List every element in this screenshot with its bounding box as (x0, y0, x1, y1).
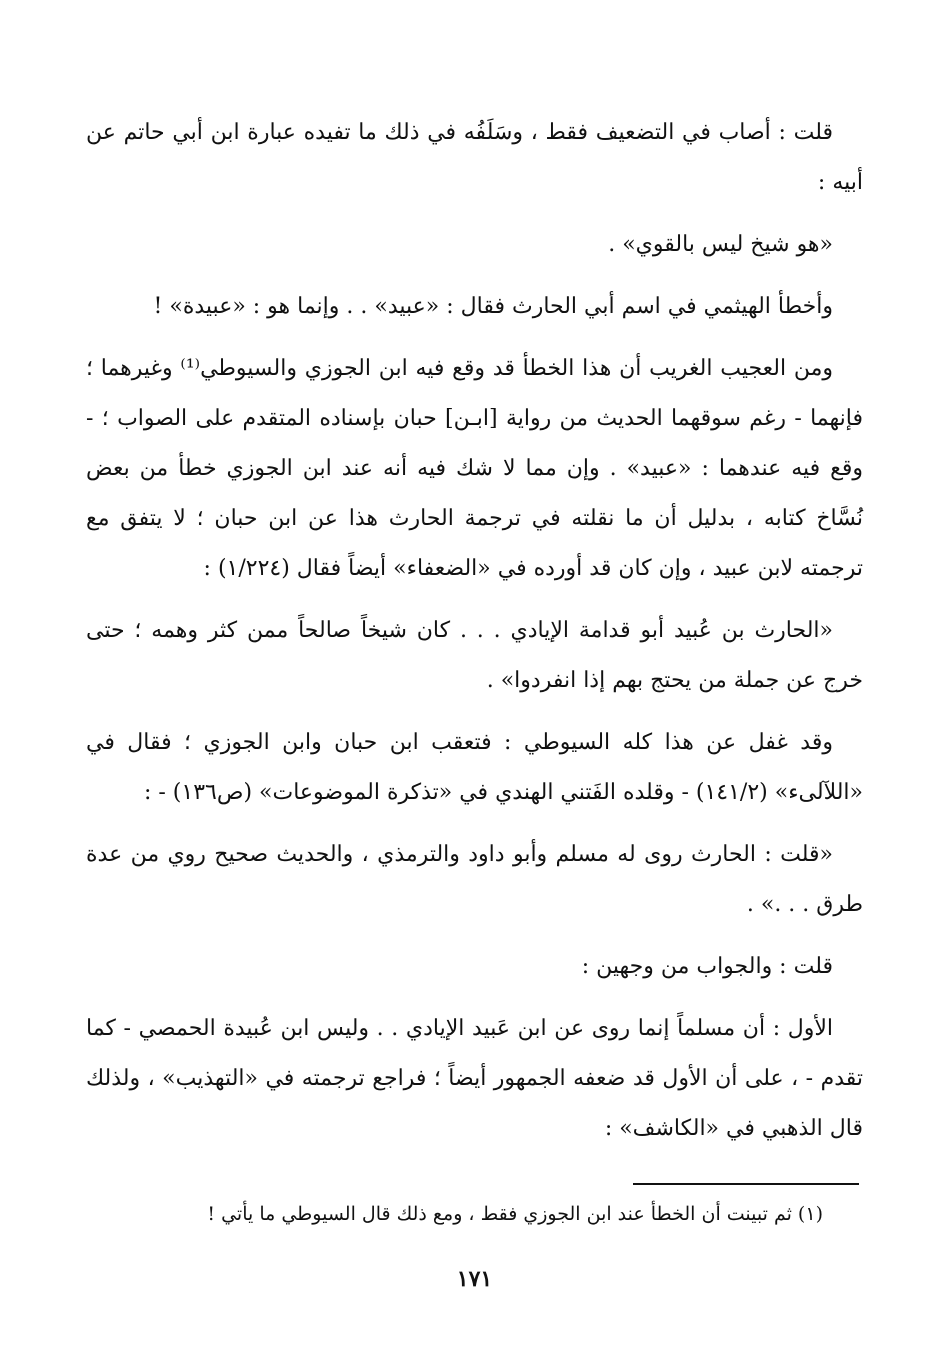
paragraph-7-quote: «قلت : الحارث روى له مسلم وأبو داود والترمذي ، والحديث صحيح روي من عدة طرق . . .» . (86, 842, 863, 917)
paragraph-5-quote: «الحارث بن عُبيد أبو قدامة الإيادي . . . كان شيخاً صالحاً ممن كثر وهمه ؛ حتى خرج عن جملة من يحتج بهم إذا انفردوا» . (86, 618, 863, 693)
page-number: ١٧١ (456, 1266, 493, 1292)
paragraph-8: قلت : والجواب من وجهين : (581, 954, 833, 979)
footnote-divider (633, 1183, 859, 1185)
paragraph-2-quote: «هو شيخ ليس بالقوي» . (608, 232, 833, 257)
paragraph-3: وأخطأ الهيثمي في اسم أبي الحارث فقال : «عبيد» . . وإنما هو : «عبيدة» ! (153, 294, 833, 319)
paragraph-6: وقد غفل عن هذا كله السيوطي : فتعقب ابن حبان وابن الجوزي ؛ فقال في «اللآلىء» (١٤١/٢) - وقلده الفَتني الهندي في «تذكرة الموضوعات» (ص١٣٦) - : (86, 730, 863, 805)
paragraph-4: ومن العجيب الغريب أن هذا الخطأ قد وقع فيه ابن الجوزي والسيوطي⁽¹⁾ وغيرهما ؛ فإنهما - رغم سوقهما الحديث من رواية [ابـن] حبان بإسناده المتقدم على الصواب ؛ - وقع فيه عندهما : «عبيد» . وإن مما لا شك فيه أنه عند ابن الجوزي خطأ من بعض نُسَّاخ كتابه ، بدليل أن ما نقلته في ترجمة الحارث هذا عن ابن حبان ؛ لا يتفق مع ترجمته لابن عبيد ، وإن كان قد أورده في «الضعفاء» أيضاً فقال (١/٢٢٤) : (86, 356, 863, 581)
paragraph-9: الأول : أن مسلماً إنما روى عن ابن عَبيد الإيادي . . وليس ابن عُبيدة الحمصي - كما تقدم - ، على أن الأول قد ضعفه الجمهور أيضاً ؛ فراجع ترجمته في «التهذيب» ، ولذلك قال الذهبي في «الكاشف» : (86, 1016, 863, 1141)
footnote: (١) ثم تبينت أن الخطأ عند ابن الجوزي فقط ، ومع ذلك قال السيوطي ما يأتي ! (207, 1203, 823, 1225)
paragraph-1: قلت : أصاب في التضعيف فقط ، وسَلَفُه في ذلك ما تفيده عبارة ابن أبي حاتم عن أبيه : (86, 120, 863, 195)
main-text (0, 108, 949, 1166)
